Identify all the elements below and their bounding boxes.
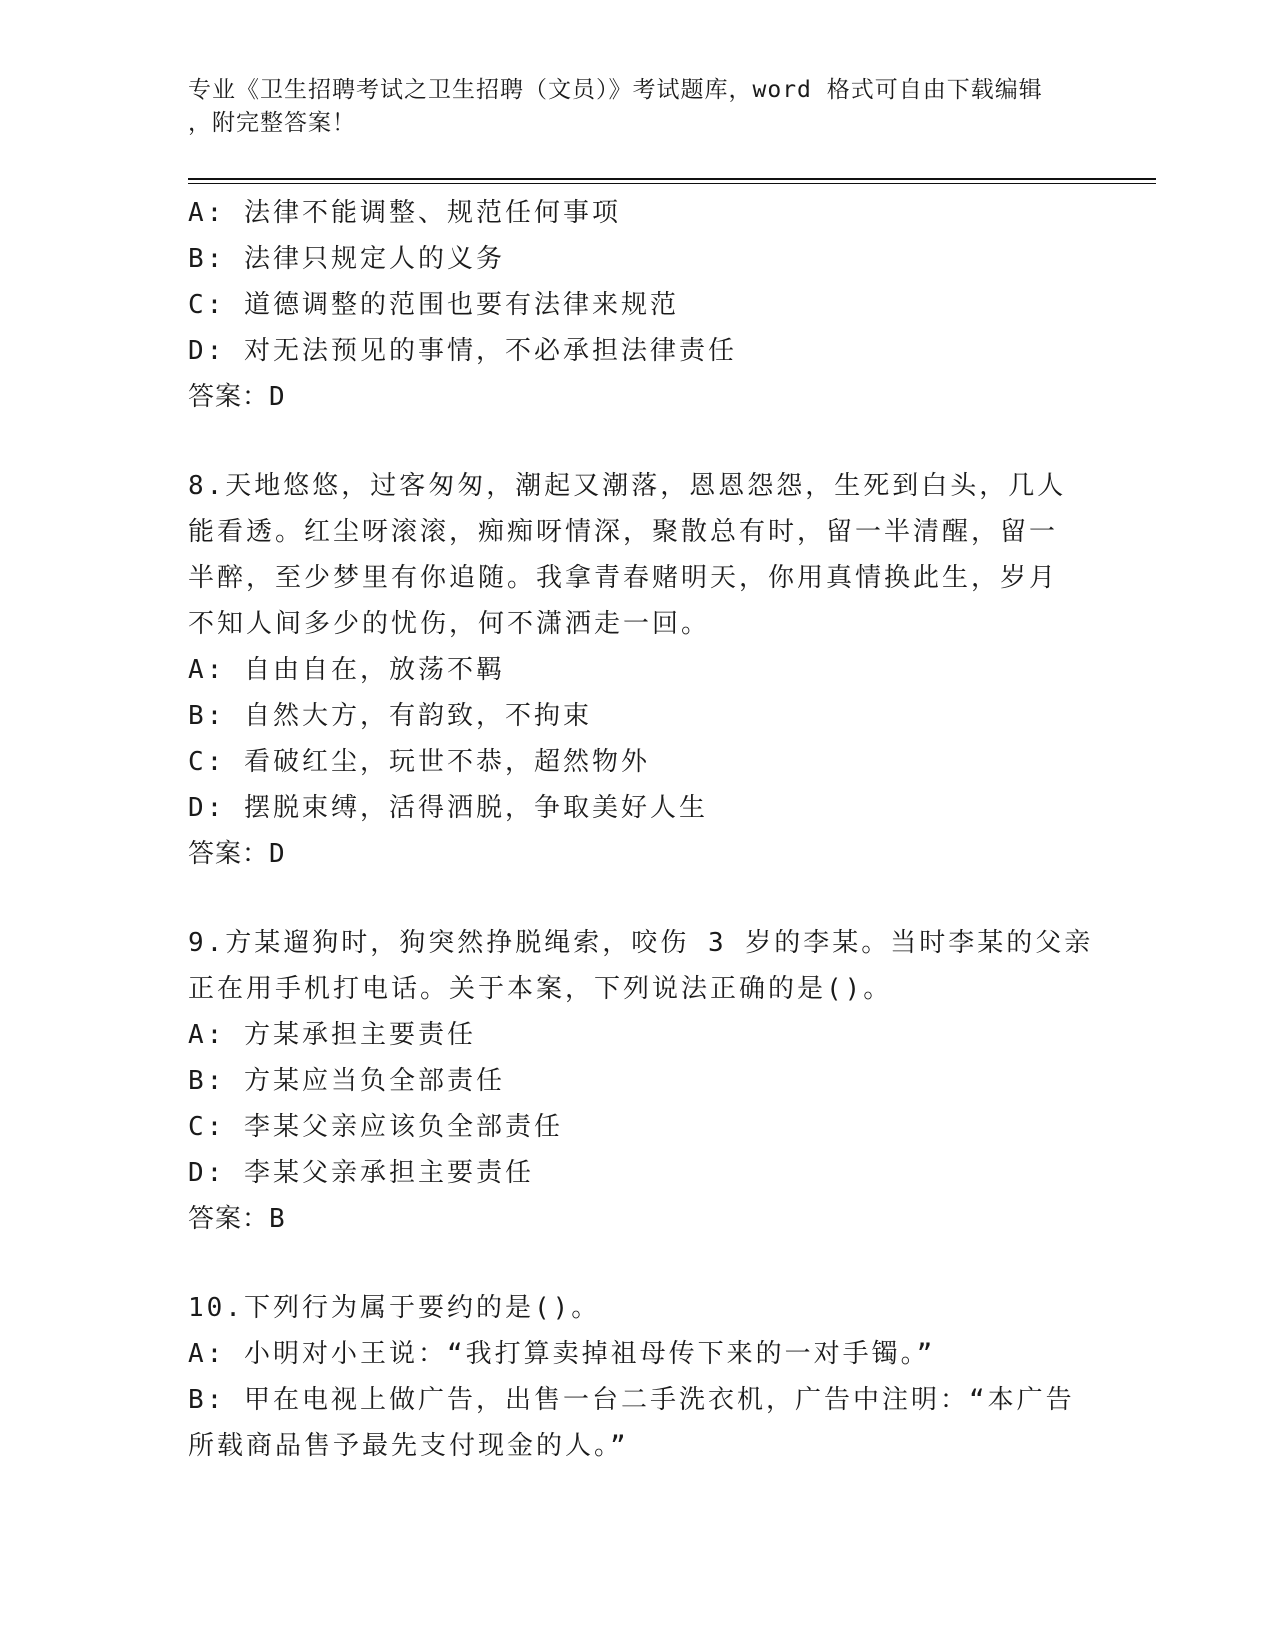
question-stem-line: 8.天地悠悠，过客匆匆，潮起又潮落，恩恩怨怨，生死到白头，几人 (188, 471, 1067, 501)
spacer (188, 1242, 1088, 1285)
option-a: A: 法律不能调整、规范任何事项 (188, 198, 621, 228)
header-line-2: ，附完整答案！ (188, 110, 356, 136)
option-d: D: 摆脱束缚，活得洒脱，争取美好人生 (188, 793, 708, 823)
question-stem-line: 半醉，至少梦里有你追随。我拿青春赌明天，你用真情换此生，岁月 (188, 563, 1059, 593)
option-c: C: 李某父亲应该负全部责任 (188, 1112, 563, 1142)
document-body (188, 190, 1094, 1469)
question-9 (188, 920, 1094, 1242)
spacer (188, 420, 1088, 463)
question-stem-line: 不知人间多少的忧伤，何不潇洒走一回。 (188, 609, 711, 639)
option-d: D: 对无法预见的事情，不必承担法律责任 (188, 336, 737, 366)
header-rule-thick (188, 178, 1156, 180)
option-a: A: 方某承担主要责任 (188, 1020, 476, 1050)
option-a: A: 小明对小王说：“我打算卖掉祖母传下来的一对手镯。” (188, 1339, 936, 1369)
header-rule-thin (188, 183, 1156, 184)
question-10 (188, 1285, 1088, 1469)
answer-text: 答案：D (188, 382, 286, 412)
option-a: A: 自由自在，放荡不羁 (188, 655, 505, 685)
option-d: D: 李某父亲承担主要责任 (188, 1158, 534, 1188)
option-c: C: 道德调整的范围也要有法律来规范 (188, 290, 679, 320)
option-b: B: 甲在电视上做广告，出售一台二手洗衣机，广告中注明：“本广告 (188, 1385, 1075, 1415)
answer-text: 答案：D (188, 839, 286, 869)
answer-text: 答案：B (188, 1204, 286, 1234)
option-c: C: 看破红尘，玩世不恭，超然物外 (188, 747, 650, 777)
document-header (188, 74, 1088, 140)
question-stem-line: 10.下列行为属于要约的是()。 (188, 1293, 601, 1323)
option-b: B: 方某应当负全部责任 (188, 1066, 505, 1096)
option-b: B: 法律只规定人的义务 (188, 244, 505, 274)
header-line-1: 专业《卫生招聘考试之卫生招聘（文员）》考试题库，word 格式可自由下载编辑 (188, 77, 1043, 103)
question-7 (188, 190, 1088, 420)
option-b-continued: 所载商品售予最先支付现金的人。” (188, 1431, 629, 1461)
question-stem-line: 9.方某遛狗时，狗突然挣脱绳索，咬伤 3 岁的李某。当时李某的父亲 (188, 928, 1094, 958)
option-b: B: 自然大方，有韵致，不拘束 (188, 701, 592, 731)
question-stem-line: 能看透。红尘呀滚滚，痴痴呀情深，聚散总有时，留一半清醒，留一 (188, 517, 1059, 547)
spacer (188, 877, 1088, 920)
question-stem-line: 正在用手机打电话。关于本案，下列说法正确的是()。 (188, 974, 893, 1004)
question-8 (188, 463, 1088, 877)
